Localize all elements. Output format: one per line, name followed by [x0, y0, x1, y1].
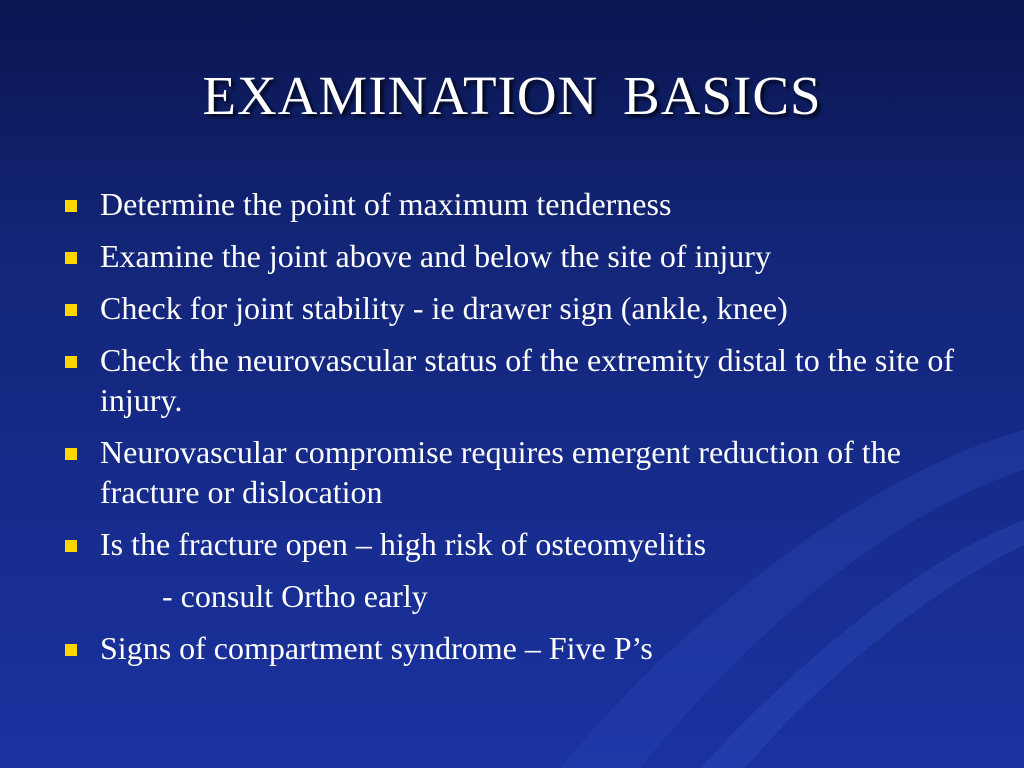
bullet-item — [62, 184, 962, 224]
bullet-text: Determine the point of maximum tenderness — [100, 186, 672, 222]
square-bullet-icon — [65, 200, 77, 212]
bullet-item — [62, 628, 962, 668]
bullet-text: Is the fracture open – high risk of osteomyelitis — [100, 526, 707, 562]
bullet-text: Neurovascular compromise requires emergent reduction of the fracture or dislocation — [100, 434, 901, 510]
square-bullet-icon — [65, 644, 77, 656]
bullet-list — [62, 184, 962, 680]
bullet-text: Signs of compartment syndrome – Five P’s — [100, 630, 653, 666]
bullet-item — [62, 288, 962, 328]
bullet-item — [62, 236, 962, 276]
slide-title: EXAMINATION BASICS — [202, 65, 822, 126]
square-bullet-icon — [65, 356, 77, 368]
bullet-item — [62, 524, 962, 564]
bullet-item — [62, 340, 962, 420]
bullet-text: Examine the joint above and below the site of injury — [100, 238, 771, 274]
square-bullet-icon — [65, 252, 77, 264]
square-bullet-icon — [65, 540, 77, 552]
bullet-text: Check for joint stability - ie drawer sign (ankle, knee) — [100, 290, 788, 326]
bullet-item — [62, 432, 962, 512]
sub-bullet-line: - consult Ortho early — [162, 578, 428, 614]
square-bullet-icon — [65, 448, 77, 460]
square-bullet-icon — [65, 304, 77, 316]
bullet-text: Check the neurovascular status of the extremity distal to the site of injury. — [100, 342, 954, 418]
